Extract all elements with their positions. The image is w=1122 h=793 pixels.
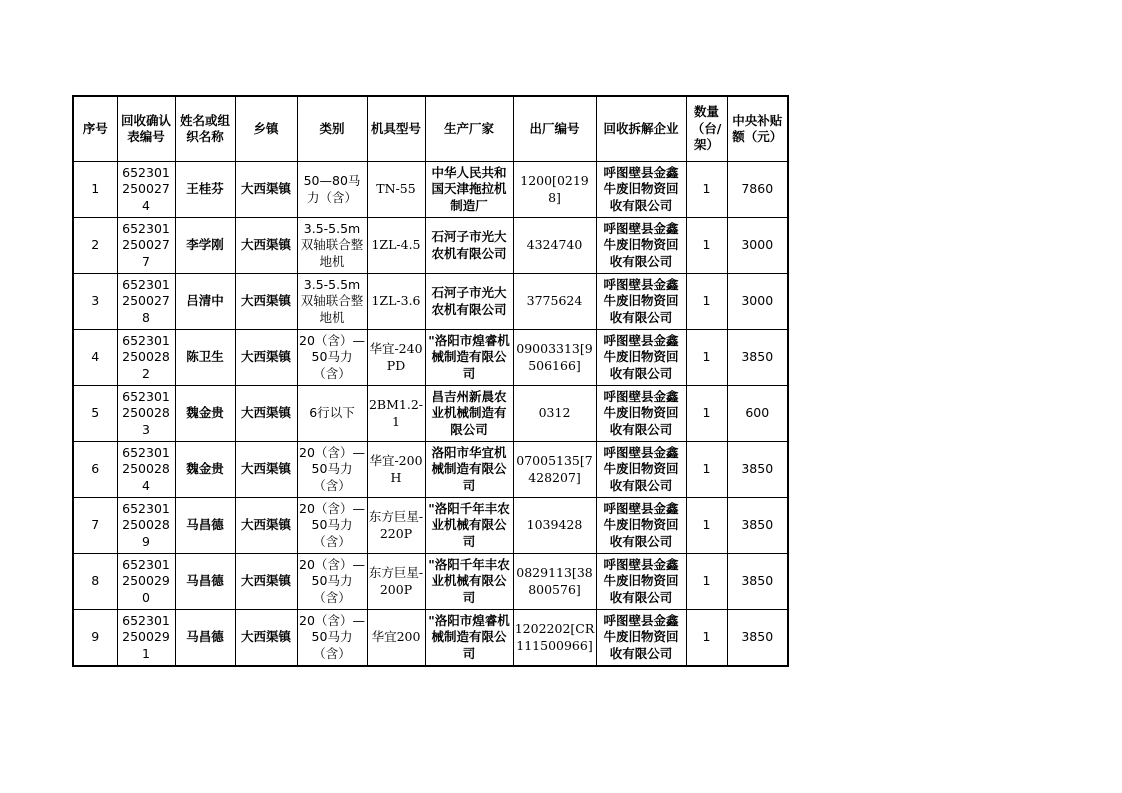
row-number-cell: 7: [73, 498, 117, 554]
header-cell: 生产厂家: [425, 96, 513, 162]
table-row: [73, 442, 788, 498]
township-cell: 大西渠镇: [235, 386, 297, 442]
row-number-cell: 2: [73, 218, 117, 274]
recycler-cell: 呼图壁县金鑫牛废旧物资回收有限公司: [596, 554, 686, 610]
model-cell: 1ZL-4.5: [367, 218, 425, 274]
name-cell: 李学刚: [175, 218, 235, 274]
serial-number-cell: 07005135[7428207]: [513, 442, 596, 498]
name-cell: 魏金贵: [175, 386, 235, 442]
name-cell: 马昌德: [175, 610, 235, 667]
manufacturer-cell: "洛阳千年丰农业机械有限公司: [425, 554, 513, 610]
table-row: [73, 162, 788, 218]
table-row: [73, 386, 788, 442]
quantity-cell: 1: [686, 162, 727, 218]
confirmation-number-cell: 6523012500282: [117, 330, 175, 386]
header-cell: 回收确认表编号: [117, 96, 175, 162]
subsidy-table: [72, 95, 789, 667]
row-number-cell: 8: [73, 554, 117, 610]
serial-number-cell: 0829113[38800576]: [513, 554, 596, 610]
model-cell: 东方巨星-220P: [367, 498, 425, 554]
table-row: [73, 274, 788, 330]
subsidy-cell: 3850: [727, 610, 788, 667]
row-number-cell: 4: [73, 330, 117, 386]
quantity-cell: 1: [686, 442, 727, 498]
quantity-cell: 1: [686, 610, 727, 667]
header-cell: 乡镇: [235, 96, 297, 162]
subsidy-cell: 3000: [727, 274, 788, 330]
table-row: [73, 330, 788, 386]
header-row: [73, 96, 788, 162]
model-cell: 1ZL-3.6: [367, 274, 425, 330]
manufacturer-cell: "洛阳千年丰农业机械有限公司: [425, 498, 513, 554]
confirmation-number-cell: 6523012500278: [117, 274, 175, 330]
recycler-cell: 呼图壁县金鑫牛废旧物资回收有限公司: [596, 610, 686, 667]
manufacturer-cell: 洛阳市华宜机械制造有限公司: [425, 442, 513, 498]
township-cell: 大西渠镇: [235, 218, 297, 274]
category-cell: 20（含）—50马力（含）: [297, 554, 367, 610]
recycler-cell: 呼图壁县金鑫牛废旧物资回收有限公司: [596, 274, 686, 330]
quantity-cell: 1: [686, 274, 727, 330]
name-cell: 吕清中: [175, 274, 235, 330]
confirmation-number-cell: 6523012500289: [117, 498, 175, 554]
category-cell: 20（含）—50马力（含）: [297, 330, 367, 386]
model-cell: 东方巨星-200P: [367, 554, 425, 610]
subsidy-cell: 3850: [727, 330, 788, 386]
confirmation-number-cell: 6523012500290: [117, 554, 175, 610]
header-cell: 数量（台/架）: [686, 96, 727, 162]
header-cell: 类别: [297, 96, 367, 162]
header-cell: 出厂编号: [513, 96, 596, 162]
township-cell: 大西渠镇: [235, 498, 297, 554]
serial-number-cell: 09003313[9506166]: [513, 330, 596, 386]
manufacturer-cell: "洛阳市煌睿机械制造有限公司: [425, 610, 513, 667]
township-cell: 大西渠镇: [235, 162, 297, 218]
township-cell: 大西渠镇: [235, 554, 297, 610]
recycler-cell: 呼图壁县金鑫牛废旧物资回收有限公司: [596, 498, 686, 554]
header-cell: 序号: [73, 96, 117, 162]
table-row: [73, 218, 788, 274]
model-cell: TN-55: [367, 162, 425, 218]
subsidy-cell: 3850: [727, 442, 788, 498]
category-cell: 20（含）—50马力（含）: [297, 610, 367, 667]
recycler-cell: 呼图壁县金鑫牛废旧物资回收有限公司: [596, 162, 686, 218]
recycler-cell: 呼图壁县金鑫牛废旧物资回收有限公司: [596, 442, 686, 498]
name-cell: 马昌德: [175, 498, 235, 554]
header-cell: 中央补贴额（元）: [727, 96, 788, 162]
category-cell: 3.5-5.5m双轴联合整地机: [297, 218, 367, 274]
confirmation-number-cell: 6523012500283: [117, 386, 175, 442]
manufacturer-cell: 石河子市光大农机有限公司: [425, 274, 513, 330]
category-cell: 20（含）—50马力（含）: [297, 442, 367, 498]
serial-number-cell: 1039428: [513, 498, 596, 554]
model-cell: 华宜-200H: [367, 442, 425, 498]
recycler-cell: 呼图壁县金鑫牛废旧物资回收有限公司: [596, 330, 686, 386]
row-number-cell: 6: [73, 442, 117, 498]
manufacturer-cell: "洛阳市煌睿机械制造有限公司: [425, 330, 513, 386]
quantity-cell: 1: [686, 386, 727, 442]
confirmation-number-cell: 6523012500284: [117, 442, 175, 498]
township-cell: 大西渠镇: [235, 330, 297, 386]
name-cell: 陈卫生: [175, 330, 235, 386]
manufacturer-cell: 石河子市光大农机有限公司: [425, 218, 513, 274]
confirmation-number-cell: 6523012500291: [117, 610, 175, 667]
serial-number-cell: 1200[02198]: [513, 162, 596, 218]
confirmation-number-cell: 6523012500274: [117, 162, 175, 218]
model-cell: 华宜200: [367, 610, 425, 667]
quantity-cell: 1: [686, 218, 727, 274]
row-number-cell: 1: [73, 162, 117, 218]
township-cell: 大西渠镇: [235, 442, 297, 498]
subsidy-cell: 3850: [727, 554, 788, 610]
category-cell: 50—80马力（含）: [297, 162, 367, 218]
recycler-cell: 呼图壁县金鑫牛废旧物资回收有限公司: [596, 386, 686, 442]
township-cell: 大西渠镇: [235, 274, 297, 330]
model-cell: 2BM1.2-1: [367, 386, 425, 442]
quantity-cell: 1: [686, 330, 727, 386]
header-cell: 回收拆解企业: [596, 96, 686, 162]
header-cell: 机具型号: [367, 96, 425, 162]
row-number-cell: 3: [73, 274, 117, 330]
quantity-cell: 1: [686, 498, 727, 554]
category-cell: 6行以下: [297, 386, 367, 442]
quantity-cell: 1: [686, 554, 727, 610]
serial-number-cell: 4324740: [513, 218, 596, 274]
row-number-cell: 5: [73, 386, 117, 442]
name-cell: 马昌德: [175, 554, 235, 610]
subsidy-cell: 600: [727, 386, 788, 442]
category-cell: 20（含）—50马力（含）: [297, 498, 367, 554]
recycler-cell: 呼图壁县金鑫牛废旧物资回收有限公司: [596, 218, 686, 274]
table-body: [73, 162, 788, 667]
category-cell: 3.5-5.5m双轴联合整地机: [297, 274, 367, 330]
township-cell: 大西渠镇: [235, 610, 297, 667]
table-row: [73, 554, 788, 610]
row-number-cell: 9: [73, 610, 117, 667]
name-cell: 王桂芬: [175, 162, 235, 218]
subsidy-cell: 3000: [727, 218, 788, 274]
header-cell: 姓名或组织名称: [175, 96, 235, 162]
table-row: [73, 498, 788, 554]
name-cell: 魏金贵: [175, 442, 235, 498]
model-cell: 华宜-240PD: [367, 330, 425, 386]
manufacturer-cell: 昌吉州新晨农业机械制造有限公司: [425, 386, 513, 442]
table-row: [73, 610, 788, 667]
confirmation-number-cell: 6523012500277: [117, 218, 175, 274]
subsidy-cell: 3850: [727, 498, 788, 554]
manufacturer-cell: 中华人民共和国天津拖拉机制造厂: [425, 162, 513, 218]
serial-number-cell: 3775624: [513, 274, 596, 330]
subsidy-cell: 7860: [727, 162, 788, 218]
serial-number-cell: 0312: [513, 386, 596, 442]
serial-number-cell: 1202202[CR111500966]: [513, 610, 596, 667]
